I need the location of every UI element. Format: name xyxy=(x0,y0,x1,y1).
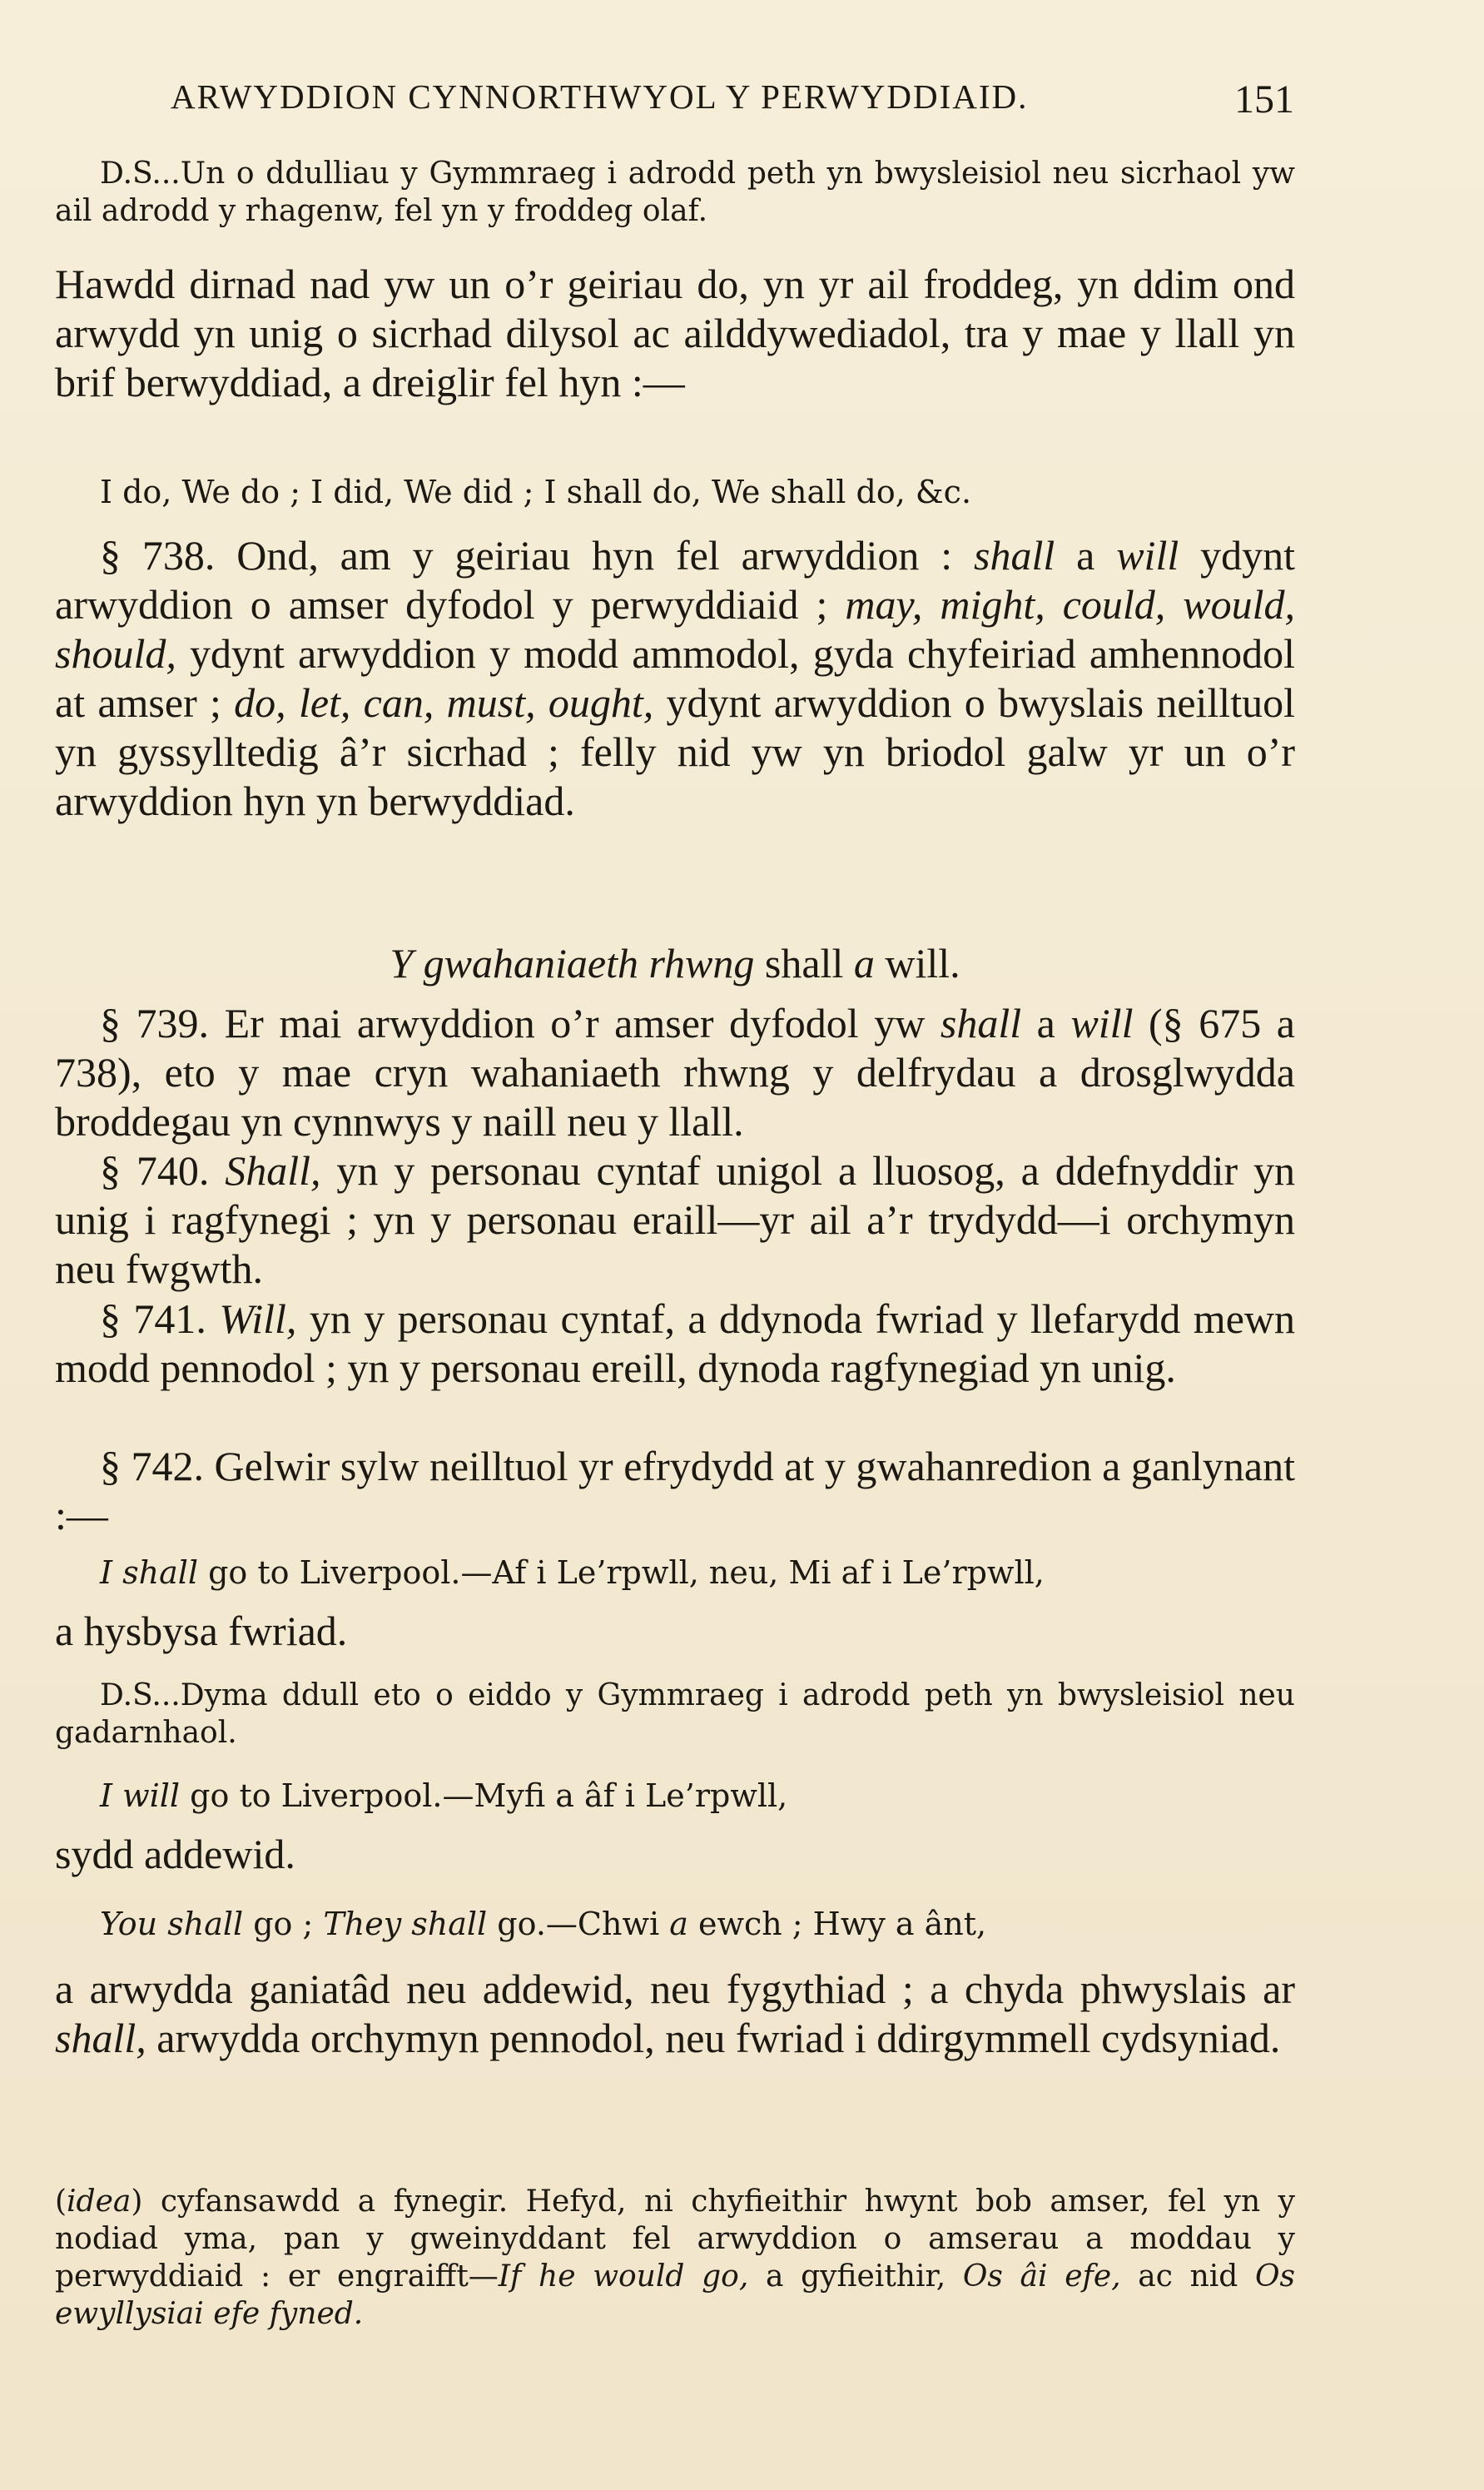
foot-text-c: ) cyfansawdd a fynegir. Hefyd, ni chyfieithir hwynt bob amser, fel yn y nodiad yma, pan y gweinyddant fel arwyddion o amserau a moddau y perwyddiaid : er engraifft— xyxy=(55,2184,1295,2294)
s738-will: will xyxy=(1116,532,1179,579)
foot-text-e: a gyfieithir, xyxy=(748,2259,963,2294)
ex3-text: go to Liverpool.—Myfi a âf i Le’rpwll, xyxy=(180,1777,788,1814)
foot-text-a: ( xyxy=(55,2184,67,2219)
ex4-text-d: go.—Chwi xyxy=(487,1906,670,1942)
ex4-you-shall: You shall xyxy=(100,1906,244,1942)
s738-text-c: a xyxy=(1055,532,1117,579)
s738-emphasis-list: do, let, can, must, ought, xyxy=(234,679,654,726)
section-741 xyxy=(55,1295,1295,1393)
section-738 xyxy=(55,531,1295,826)
s738-text-i: ydynt arwyddion o bwyslais neilltuol yn gyssylltedig â’r sicrhad ; felly nid yw yn briodol galw yr un o’r arwyddion hyn yn berwyddiad. xyxy=(55,679,1295,824)
s740-text-a: § 740. xyxy=(100,1147,226,1194)
page-number: 151 xyxy=(1234,77,1294,122)
heading-a: a xyxy=(853,940,875,987)
example-4 xyxy=(55,1905,1295,1943)
s741-text-a: § 741. xyxy=(100,1295,220,1342)
example-3 xyxy=(55,1777,1295,1815)
running-header xyxy=(171,77,1294,122)
heading-text-a: Y gwahaniaeth rhwng xyxy=(390,940,755,987)
ex4-they-shall: They shall xyxy=(323,1906,488,1942)
foot-os-ai-efe: Os âi efe, xyxy=(962,2259,1121,2294)
example-1: I do, We do ; I did, We did ; I shall do, We shall do, &c. xyxy=(100,474,972,510)
section-740 xyxy=(55,1146,1295,1294)
ex4-text-f: ewch ; Hwy a ânt, xyxy=(687,1906,987,1942)
s738-text-e: ydynt arwyddion o amser dyfodol y perwyddiaid ; xyxy=(55,532,1295,628)
note-ds-1: D.S...Un o ddulliau y Gymmraeg i adrodd peth yn bwysleisiol neu sicrhaol yw ail adrodd y rhagenw, fel yn y froddeg olaf. xyxy=(55,157,1295,228)
s738-modal-list: may, might, could, would, should, xyxy=(55,581,1295,677)
s741-text-c: yn y personau cyntaf, a ddynoda fwriad y llefarydd mewn modd pennodol ; yn y personau ereill, dynoda ragfynegiad yn unig. xyxy=(55,1295,1295,1391)
section-739 xyxy=(55,999,1295,1146)
section-heading xyxy=(55,939,1295,988)
s740-text-c: yn y personau cyntaf unigol a lluosog, a ddefnyddir yn unig i ragfynegi ; yn y personau eraill—yr ail a’r trydydd—i orchymyn neu fwgwth. xyxy=(55,1147,1295,1292)
footnote xyxy=(55,2183,1295,2333)
s739-will: will xyxy=(1070,1000,1134,1046)
p4-text-c: arwydda orchymyn pennodol, neu fwriad i ddirgymmell cydsyniad. xyxy=(146,2015,1281,2061)
foot-text-g: ac nid xyxy=(1120,2259,1256,2294)
ex3-i-will: I will xyxy=(100,1777,181,1814)
s738-text-g: ydynt arwyddion y modd ammodol, gyda chyfeiriad amhennodol at amser ; xyxy=(55,630,1295,726)
paragraph-3: sydd addewid. xyxy=(55,1831,295,1877)
foot-idea: idea xyxy=(67,2184,132,2219)
paragraph-1: Hawdd dirnad nad yw un o’r geiriau do, yn yr ail froddeg, yn ddim ond arwydd yn unig o sicrhad dilysol ac ailddywediadol, tra y mae y llall yn brif berwyddiad, a dreiglir fel hyn :— xyxy=(55,261,1295,405)
s741-will: Will, xyxy=(219,1295,297,1342)
ex4-text-b: go ; xyxy=(243,1906,324,1942)
s738-text-a: § 738. Ond, am y geiriau hyn fel arwyddion : xyxy=(100,532,975,579)
ex2-text: go to Liverpool.—Af i Le’rpwll, neu, Mi af i Le’rpwll, xyxy=(198,1554,1045,1591)
s739-text-e: (§ 675 a 738), eto y mae cryn wahaniaeth rhwng y delfrydau a drosglwydda broddegau yn cynnwys y naill neu y llall. xyxy=(55,1000,1295,1145)
foot-os-ewyllysiai: Os ewyllysiai efe fyned. xyxy=(55,2259,1296,2331)
paragraph-4 xyxy=(55,1965,1295,2063)
example-2 xyxy=(55,1553,1295,1592)
foot-if-he-would-go: If he would go, xyxy=(498,2259,749,2294)
heading-shall: shall xyxy=(754,940,854,987)
s739-text-c: a xyxy=(1021,1000,1071,1046)
ex2-i-shall: I shall xyxy=(100,1554,199,1591)
s739-shall: shall xyxy=(940,1000,1022,1046)
s740-shall: Shall, xyxy=(225,1147,321,1194)
p4-text-a: a arwydda ganiatâd neu addewid, neu fygythiad ; a chyda phwyslais ar xyxy=(55,1966,1295,2012)
s738-shall: shall xyxy=(974,532,1055,579)
section-742: § 742. Gelwir sylw neilltuol yr efrydydd at y gwahanredion a ganlynant :— xyxy=(55,1443,1295,1538)
ex4-a: a xyxy=(669,1906,688,1942)
heading-will: will. xyxy=(874,940,960,987)
p4-shall: shall, xyxy=(55,2015,146,2061)
note-ds-2: D.S...Dyma ddull eto o eiddo y Gymmraeg i adrodd peth yn bwysleisiol neu gadarnhaol. xyxy=(55,1678,1295,1750)
running-title: ARWYDDION CYNNORTHWYOL Y PERWYDDIAID. xyxy=(171,77,1029,116)
s739-text-a: § 739. Er mai arwyddion o’r amser dyfodol yw xyxy=(100,1000,941,1046)
paragraph-2: a hysbysa fwriad. xyxy=(55,1608,348,1654)
